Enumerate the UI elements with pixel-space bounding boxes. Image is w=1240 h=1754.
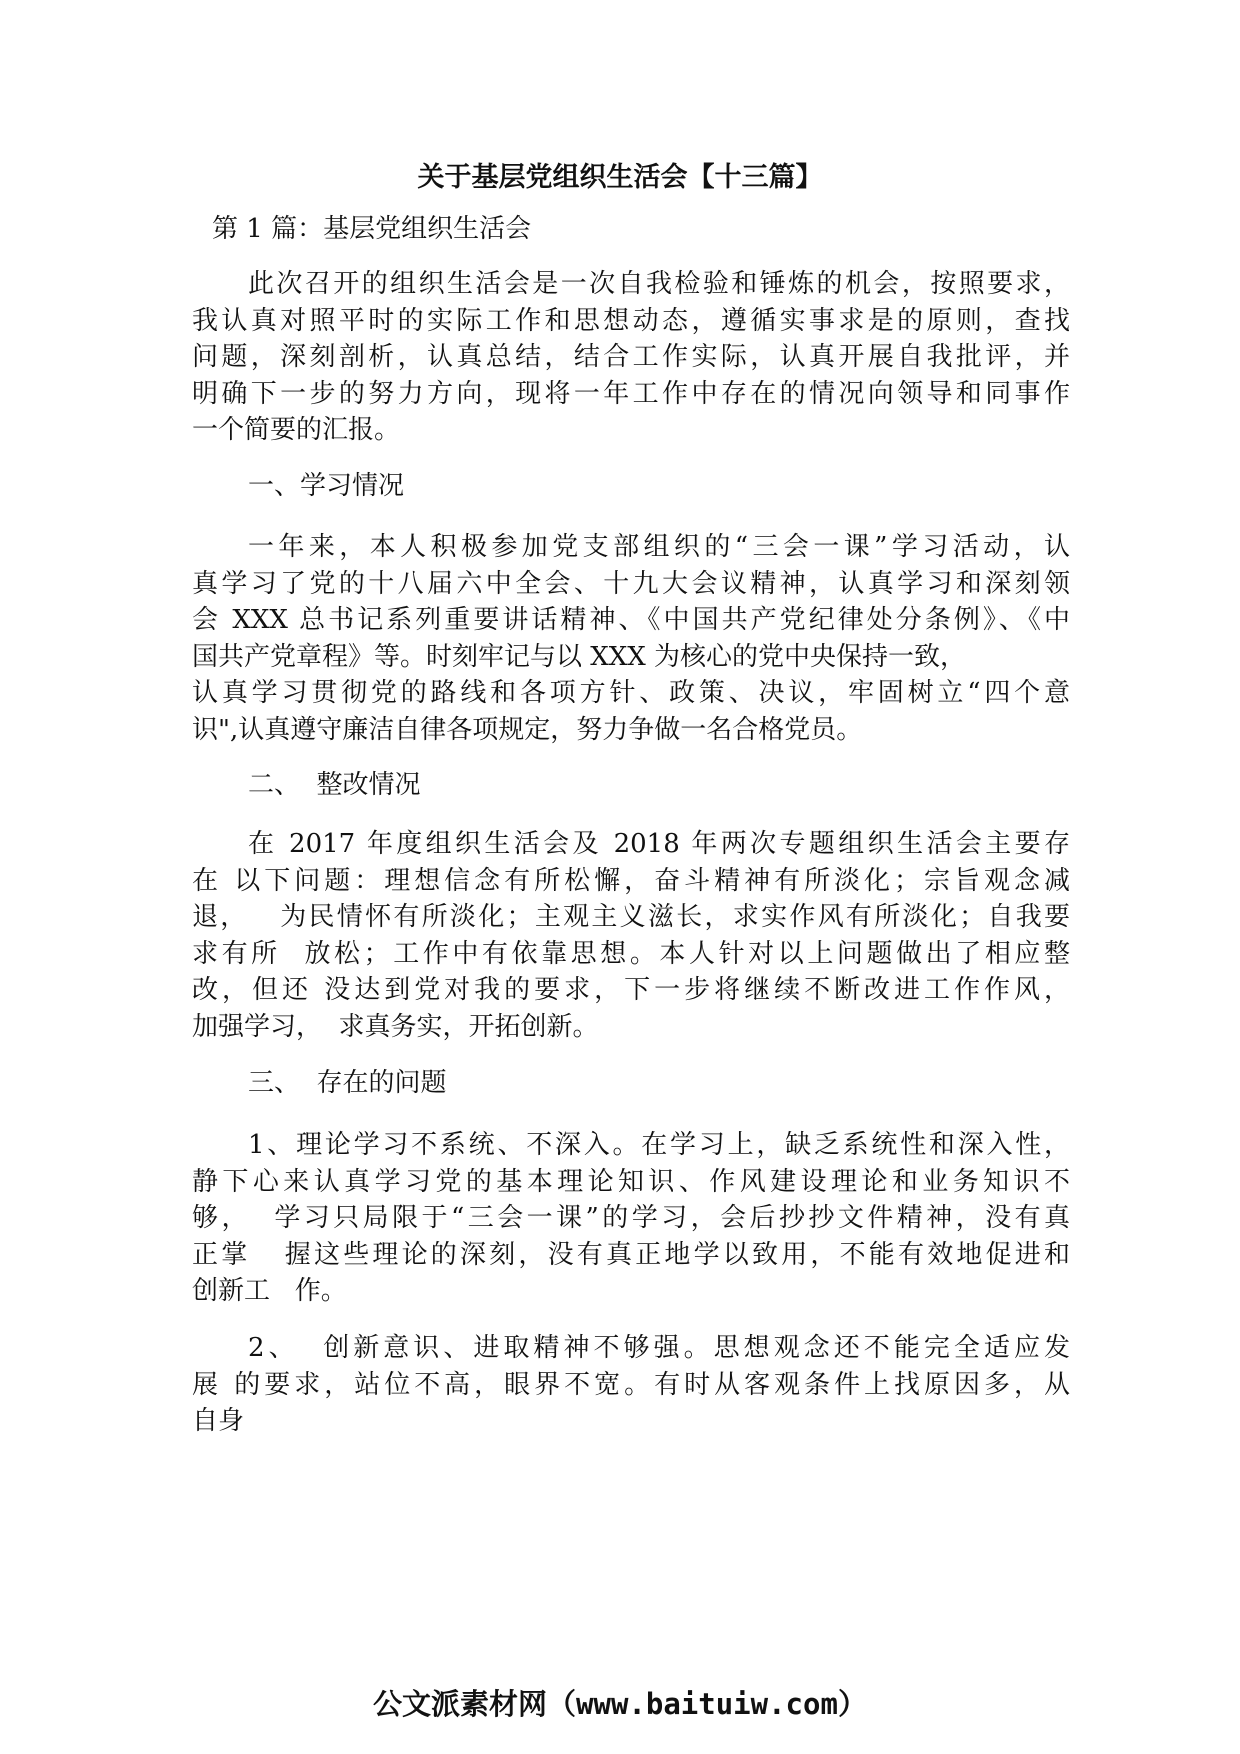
- text-line: 退， 为民情怀有所淡化；主观主义滋长，求实作风有所淡化；自我要: [192, 902, 1070, 932]
- rectification-paragraph: [192, 826, 1070, 1045]
- text-line: 会 XXX 总书记系列重要讲话精神、《中国共产党纪律处分条例》、《中: [192, 605, 1070, 635]
- footer-url: （www.baituiw.com）: [547, 1687, 867, 1721]
- text-line: 问题，深刻剖析，认真总结，结合工作实际，认真开展自我批评，并: [192, 342, 1070, 372]
- problem-item-1: [192, 1127, 1070, 1310]
- text-line: 1、理论学习不系统、不深入。在学习上，缺乏系统性和深入性，: [248, 1130, 1070, 1160]
- section-heading-problems: 三、 存在的问题: [248, 1068, 447, 1098]
- text-line: 静下心来认真学习党的基本理论知识、作风建设理论和业务知识不: [192, 1166, 1070, 1197]
- text-line: 在 以下问题：理想信念有所松懈，奋斗精神有所淡化；宗旨观念减: [192, 865, 1070, 896]
- footer-watermark: [0, 1684, 1240, 1724]
- text-line: 我认真对照平时的实际工作和思想动态，遵循实事求是的原则，查找: [192, 305, 1070, 336]
- document-title: 关于基层党组织生活会【十三篇】: [417, 162, 823, 193]
- study-paragraph: [192, 529, 1070, 748]
- text-line: 创新工 作。: [192, 1276, 347, 1306]
- text-line: 国共产党章程》等。时刻牢记与以 XXX 为核心的党中央保持一致，: [192, 641, 967, 672]
- intro-paragraph: [192, 266, 1070, 449]
- text-line: 正掌 握这些理论的深刻，没有真正地学以致用，不能有效地促进和: [192, 1239, 1070, 1270]
- text-line: 认真学习贯彻党的路线和各项方针、政策、决议，牢固树立“四个意: [192, 678, 1070, 708]
- text-line: 识",认真遵守廉洁自律各项规定，努力争做一名合格党员。: [192, 714, 863, 745]
- text-line: 在 2017 年度组织生活会及 2018 年两次专题组织生活会主要存: [248, 829, 1070, 859]
- section-heading-study: 一、学习情况: [248, 471, 405, 501]
- chapter-heading: 第 1 篇：基层党组织生活会: [212, 214, 532, 244]
- text-line: 求有所 放松；工作中有依靠思想。本人针对以上问题做出了相应整: [192, 938, 1070, 969]
- text-line: 一年来，本人积极参加党支部组织的“三会一课”学习活动，认: [248, 532, 1070, 562]
- text-line: 此次召开的组织生活会是一次自我检验和锤炼的机会，按照要求，: [248, 269, 1070, 299]
- text-line: 加强学习， 求真务实，开拓创新。: [192, 1011, 599, 1042]
- text-line: 自身: [192, 1406, 245, 1436]
- text-line: 改，但还 没达到党对我的要求，下一步将继续不断改进工作作风，: [192, 975, 1070, 1005]
- problem-item-2: [192, 1330, 1070, 1440]
- footer-site-name: 公文派素材网: [373, 1687, 548, 1721]
- text-line: 真学习了党的十八届六中全会、十九大会议精神，认真学习和深刻领: [192, 568, 1070, 599]
- text-line: 够， 学习只局限于“三会一课”的学习，会后抄抄文件精神，没有真: [192, 1203, 1070, 1233]
- section-heading-rectification: 二、 整改情况: [248, 770, 421, 800]
- text-line: 一个简要的汇报。: [192, 415, 401, 445]
- text-line: 明确下一步的努力方向，现将一年工作中存在的情况向领导和同事作: [192, 378, 1070, 409]
- text-line: 展 的要求，站位不高，眼界不宽。有时从客观条件上找原因多，从: [192, 1369, 1070, 1400]
- text-line: 2、 创新意识、进取精神不够强。思想观念还不能完全适应发: [248, 1333, 1070, 1363]
